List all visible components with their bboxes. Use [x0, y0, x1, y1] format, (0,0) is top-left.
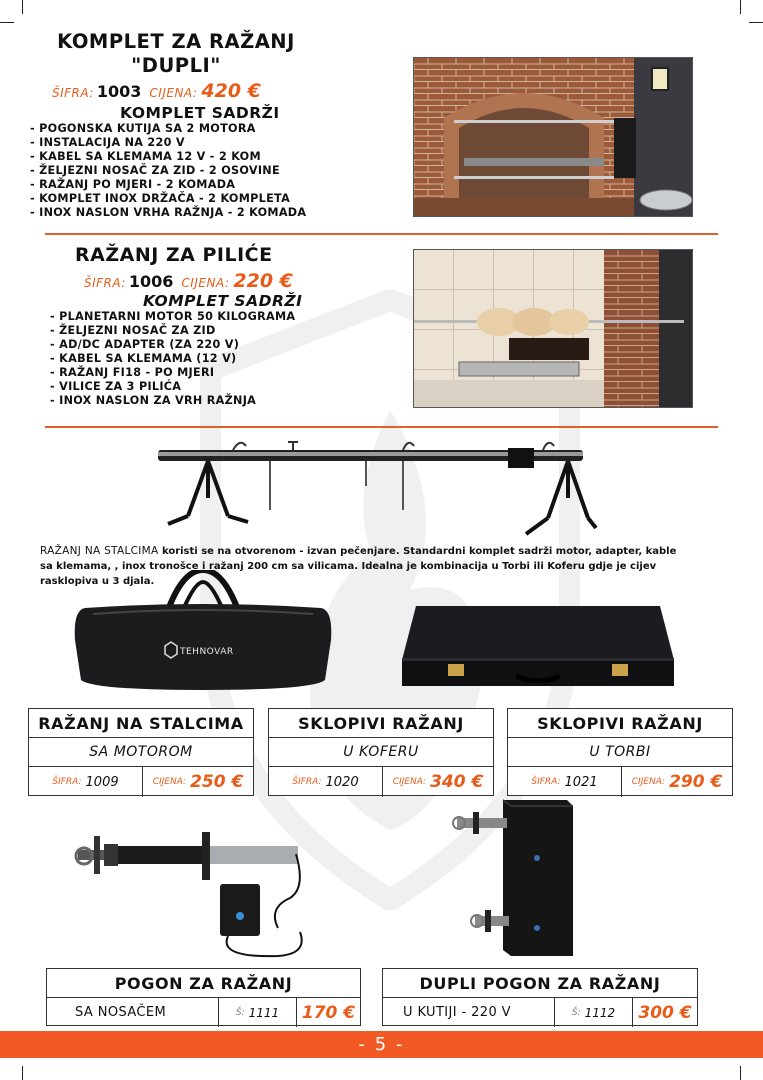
divider-2 [45, 426, 718, 428]
drive-price: 170 € [301, 1002, 356, 1023]
list-item: - INOX NASLON VRHA RAŽNJA - 2 KOMADA [30, 206, 307, 219]
product-price: 340 € [430, 772, 484, 792]
list-item: - RAŽANJ PO MJERI - 2 KOMADA [30, 178, 236, 191]
drive-code-cell [555, 998, 633, 1027]
product-price-cell [143, 767, 253, 797]
drive-code-label: Š: [571, 1007, 581, 1018]
crop-mark-bottom-left [22, 1066, 23, 1080]
drive-price-row [383, 998, 697, 1027]
section1-contents-heading: KOMPLET SADRŽI [120, 104, 280, 122]
product-code-cell [269, 767, 383, 797]
crop-mark-top-right-h [749, 22, 763, 23]
drive-title: POGON ZA RAŽANJ [47, 969, 360, 998]
list-item: - POGONSKA KUTIJA SA 2 MOTORA [30, 122, 256, 135]
list-item: - KABEL SA KLEMAMA (12 V) [50, 352, 237, 365]
section1-price: 420 € [201, 80, 261, 102]
drive-code: 1112 [584, 1005, 616, 1020]
drive-code: 1111 [248, 1005, 280, 1020]
crop-mark-top-left [22, 0, 23, 14]
crop-mark-top-left-h [0, 22, 14, 23]
section1-contents-list [30, 122, 306, 220]
section2-price-label: CIJENA: [181, 276, 230, 290]
product-code-cell [29, 767, 143, 797]
product-price-label: CIJENA: [392, 777, 427, 787]
drive-code-label: Š: [235, 1007, 245, 1018]
crop-mark-top-right [740, 0, 741, 14]
drive-subtitle-cell [47, 998, 219, 1027]
product-box-case [268, 708, 494, 796]
list-item: - ŽELJEZNI NOSAČ ZA ZID - 2 OSOVINE [30, 164, 280, 177]
section1-code: 1003 [96, 82, 142, 101]
section2-price: 220 € [233, 270, 293, 292]
product-price-label: CIJENA: [631, 777, 666, 787]
carry-bag-photo [73, 570, 333, 692]
drive-subtitle: SA NOSAČEM [75, 1005, 167, 1020]
page-footer [0, 1031, 763, 1058]
drive-price: 300 € [638, 1002, 692, 1023]
drive-box-single [46, 968, 361, 1026]
section1-title-line1: KOMPLET ZA RAŽANJ [57, 30, 295, 53]
list-item: - VILICE ZA 3 PILIĆA [50, 380, 182, 393]
product-box-bag [507, 708, 733, 796]
section2-code-label: ŠIFRA: [84, 276, 126, 290]
drive-subtitle-cell [383, 998, 555, 1027]
product-box-stand [28, 708, 254, 796]
divider-1 [45, 233, 718, 235]
drive-code-cell [219, 998, 297, 1027]
section1-title [40, 30, 312, 78]
product-subtitle: U KOFERU [269, 738, 493, 767]
product-code-label: ŠIFRA: [52, 777, 82, 787]
list-item: - AD/DC ADAPTER (ZA 220 V) [50, 338, 240, 351]
stand-text: koristi se na otvorenom - izvan pečenjare. Standardni komplet sadrži motor, adapter, kable sa klemama, , inox tronošce i ražanj 200 cm sa vilicama. Idealna je kombinacija u Torbi ili Koferu gdje je cijev rasklopiva u 3 djala. [40, 546, 677, 587]
section2-contents-heading: KOMPLET SADRŽI [143, 292, 303, 310]
drive-box-double [382, 968, 698, 1026]
drive-price-row [47, 998, 360, 1027]
product-price-row [29, 767, 253, 797]
page-number: - 5 - [358, 1034, 405, 1055]
product-price-label: CIJENA: [152, 777, 187, 787]
drive-price-cell [297, 998, 360, 1027]
crop-mark-bottom-right [740, 1066, 741, 1080]
drive-subtitle: U KUTIJI - 220 V [403, 1005, 511, 1020]
product-price-cell [622, 767, 732, 797]
product-code-label: ŠIFRA: [531, 777, 561, 787]
list-item: - RAŽANJ FI18 - PO MJERI [50, 366, 215, 379]
section1-price-label: CIJENA: [149, 86, 198, 100]
product-code: 1009 [85, 774, 119, 790]
section2-title: RAŽANJ ZA PILIĆE [75, 244, 273, 266]
list-item: - KABEL SA KLEMAMA 12 V - 2 KOM [30, 150, 261, 163]
bag-brand-label: TEHNOVAR [180, 647, 234, 657]
section1-code-label: ŠIFRA: [52, 86, 94, 100]
product-code-cell [508, 767, 622, 797]
section2-contents-list [50, 310, 295, 408]
list-item: - INSTALACIJA NA 220 V [30, 136, 185, 149]
product-price: 250 € [190, 772, 244, 792]
list-item: - INOX NASLON ZA VRH RAŽNJA [50, 394, 257, 407]
product-price: 290 € [669, 772, 723, 792]
stand-title: RAŽANJ NA STALCIMA [40, 545, 159, 557]
product-code: 1020 [325, 774, 359, 790]
product-code-label: ŠIFRA: [292, 777, 322, 787]
product-subtitle: SA MOTOROM [29, 738, 253, 767]
drive-with-bracket-photo [68, 828, 318, 968]
drive-title: DUPLI POGON ZA RAŽANJ [383, 969, 697, 998]
section1-price-row [52, 80, 312, 102]
product-subtitle: U TORBI [508, 738, 732, 767]
chicken-rotisserie-photo [413, 249, 693, 408]
list-item: - PLANETARNI MOTOR 50 KILOGRAMA [50, 310, 296, 323]
list-item: - KOMPLET INOX DRŽAČA - 2 KOMPLETA [30, 192, 291, 205]
carry-case-photo [398, 600, 678, 690]
product-price-row [508, 767, 732, 797]
product-title: RAŽANJ NA STALCIMA [29, 709, 253, 738]
product-price-row [269, 767, 493, 797]
brick-grill-photo [413, 57, 693, 217]
stand-spit-photo [158, 438, 598, 548]
drive-price-cell [633, 998, 697, 1027]
product-price-cell [383, 767, 493, 797]
list-item: - ŽELJEZNI NOSAČ ZA ZID [50, 324, 216, 337]
product-title: SKLOPIVI RAŽANJ [269, 709, 493, 738]
section2-code: 1006 [128, 272, 174, 291]
section2-price-row [84, 270, 344, 292]
product-title: SKLOPIVI RAŽANJ [508, 709, 732, 738]
product-code: 1021 [564, 774, 598, 790]
section1-title-line2: "DUPLI" [131, 54, 221, 77]
double-drive-box-photo [445, 798, 585, 962]
